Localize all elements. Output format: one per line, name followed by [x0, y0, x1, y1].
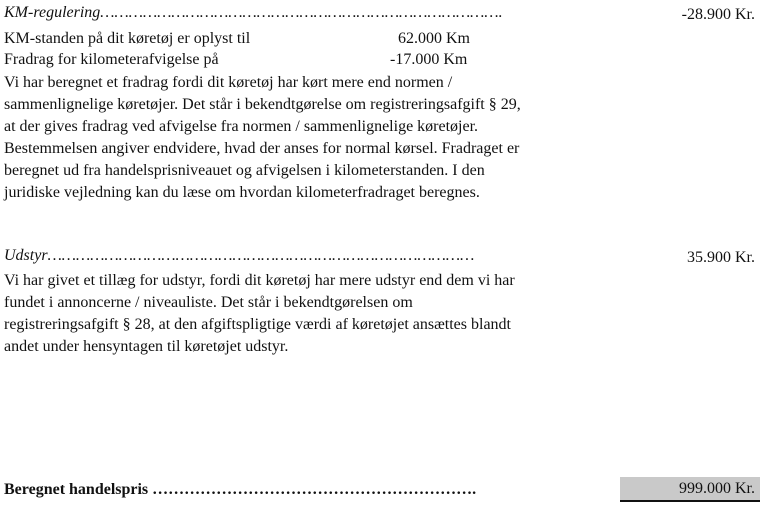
equipment-body-line-2: fundet i annoncerne / niveauliste. Det står i bekendtgørelsen om	[4, 294, 413, 311]
equipment-section-leader: ………………………………………………………………………………	[47, 247, 475, 264]
km-deviation-value: -17.000 Km	[390, 51, 468, 68]
total-label: Beregnet handelspris	[4, 481, 149, 498]
km-body-line-3: at der gives fradrag ved afvigelse fra normen / sammenlignelige køretøjer.	[4, 118, 479, 135]
km-adjustment-amount: -28.900 Kr.	[681, 6, 755, 23]
equipment-amount: 35.900 Kr.	[687, 249, 755, 266]
km-body-line-6: juridiske vejledning kan du læse om hvordan kilometerfradraget beregnes.	[4, 184, 480, 201]
equipment-section-title: Udstyr	[4, 247, 48, 264]
km-reading-label: KM-standen på dit køretøj er oplyst til	[4, 30, 251, 47]
km-body-line-2: sammenlignelige køretøjer. Det står i bekendtgørelse om registreringsafgift § 29,	[4, 96, 521, 113]
total-leader: …………………………………………………….	[152, 481, 477, 498]
km-reading-value: 62.000 Km	[398, 30, 470, 47]
equipment-body-line-1: Vi har givet et tillæg for udstyr, fordi dit køretøj har mere udstyr end dem vi har	[4, 272, 515, 289]
total-amount: 999.000 Kr.	[679, 480, 755, 497]
km-deviation-label: Fradrag for kilometerafvigelse på	[4, 51, 219, 68]
equipment-body-line-3: registreringsafgift § 28, at den afgiftspligtige værdi af køretøjet ansættes blandt	[4, 316, 511, 333]
km-body-line-4: Bestemmelsen angiver endvidere, hvad der anses for normal kørsel. Fradraget er	[4, 140, 520, 157]
km-section-title-line	[4, 3, 503, 23]
equipment-section-title-line	[4, 246, 474, 266]
km-body-line-5: beregnet ud fra handelsprisniveauet og afvigelsen i kilometerstanden. I den	[4, 162, 485, 179]
km-body-line-1: Vi har beregnet et fradrag fordi dit køretøj har kørt mere end normen /	[4, 74, 453, 91]
km-section-title: KM-regulering	[4, 4, 101, 21]
total-line	[4, 480, 476, 500]
km-section-leader: ………………………………………………………………………….	[100, 4, 503, 21]
equipment-body-line-4: andet under hensyntagen til køretøjet udstyr.	[4, 338, 289, 355]
